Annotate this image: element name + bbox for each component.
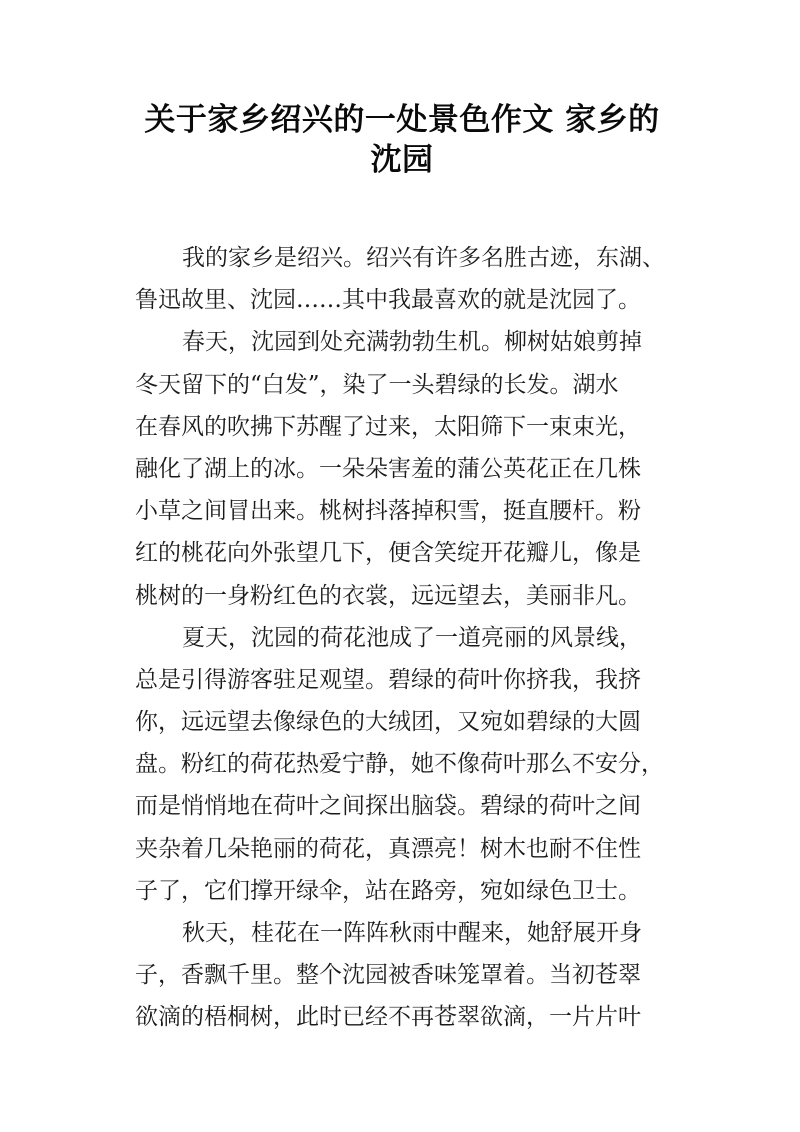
paragraph-intro-line: 鲁迅故里、沈园……其中我最喜欢的就是沈园了。 — [135, 287, 641, 314]
title-line: 关于家乡绍兴的一处景色作文 家乡的 — [144, 102, 660, 138]
paragraph-summer-line: 总是引得游客驻足观望。碧绿的荷叶你挤我，我挤 — [135, 666, 641, 693]
paragraph-autumn-line: 秋天，桂花在一阵阵秋雨中醒来，她舒展开身 — [182, 920, 642, 946]
paragraph-summer-line: 夏天，沈园的荷花池成了一道亮丽的风景线， — [182, 624, 642, 651]
title-line: 沈园 — [370, 142, 434, 178]
paragraph-summer-line: 而是悄悄地在荷叶之间探出脑袋。碧绿的荷叶之间 — [135, 793, 641, 820]
paragraph-spring-line: 红的桃花向外张望几下，便含笑绽开花瓣儿，像是 — [135, 540, 641, 567]
paragraph-summer-line: 盘。粉红的荷花热爱宁静，她不像荷叶那么不安分， — [135, 751, 664, 778]
paragraph-spring-line: 春天，沈园到处充满勃勃生机。柳树姑娘剪掉 — [182, 329, 642, 356]
document-title — [120, 100, 684, 180]
paragraph-intro-line: 我的家乡是绍兴。绍兴有许多名胜古迹，东湖、 — [182, 245, 665, 271]
paragraph-spring-line: 小草之间冒出来。桃树抖落掉积雪，挺直腰杆。粉 — [135, 498, 641, 525]
paragraph-summer-line: 你，远远望去像绿色的大绒团，又宛如碧绿的大圆 — [135, 709, 641, 736]
paragraph-autumn-line: 欲滴的梧桐树，此时已经不再苍翠欲滴，一片片叶 — [135, 1004, 641, 1031]
paragraph-spring-line: 桃树的一身粉红色的衣裳，远远望去，美丽非凡。 — [135, 582, 641, 609]
paragraph-spring-line: 在春风的吹拂下苏醒了过来，太阳筛下一束束光， — [135, 413, 641, 440]
paragraph-autumn-line: 子，香飘千里。整个沈园被香味笼罩着。当初苍翠 — [135, 962, 641, 989]
paragraph-summer-line: 夹杂着几朵艳丽的荷花，真漂亮！树木也耐不住性 — [135, 835, 641, 862]
paragraph-spring-line: 冬天留下的“白发”，染了一头碧绿的长发。湖水 — [135, 371, 619, 398]
document-body — [135, 237, 675, 1039]
paragraph-summer-line: 子了，它们撑开绿伞，站在路旁，宛如绿色卫士。 — [135, 877, 641, 904]
paragraph-spring-line: 融化了湖上的冰。一朵朵害羞的蒲公英花正在几株 — [135, 455, 641, 482]
